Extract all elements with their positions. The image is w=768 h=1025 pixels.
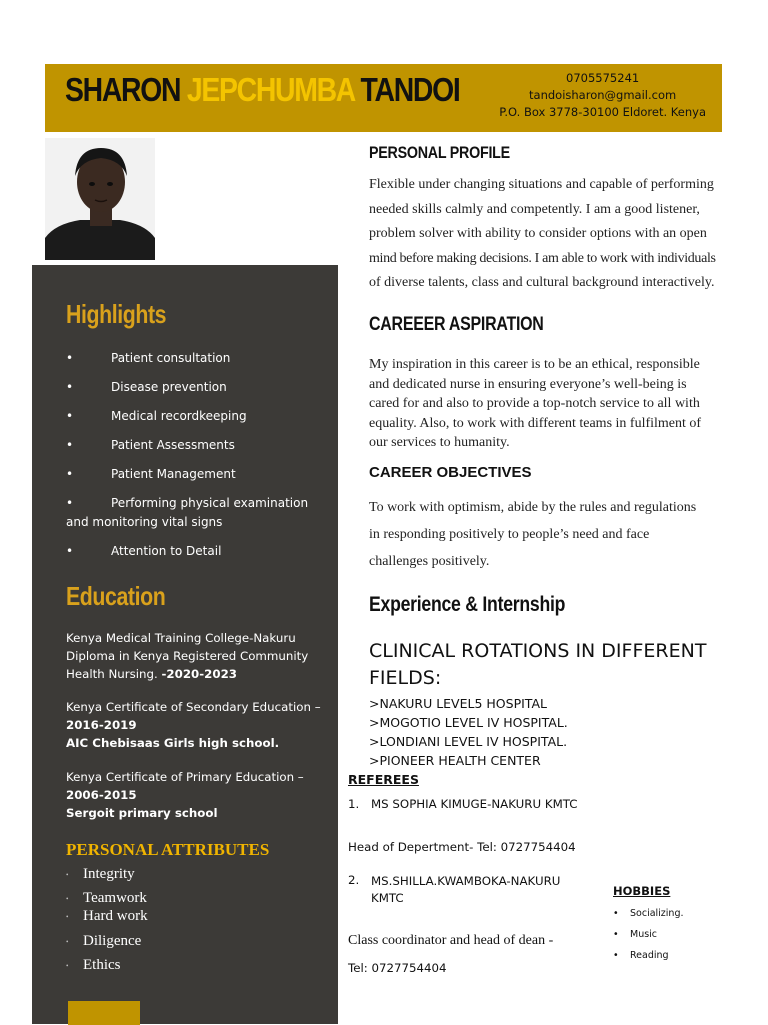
highlight-item xyxy=(66,542,326,561)
aspiration-line: cared for and also to provide a top-notch service to all with xyxy=(369,396,700,411)
education-line: Kenya Certificate of Secondary Education – xyxy=(66,700,321,714)
hobby-text: Music xyxy=(630,929,658,940)
rotation-item: >LONDIANI LEVEL IV HOSPITAL. xyxy=(369,734,568,749)
rotations-subheading xyxy=(369,638,706,692)
education-line: Kenya Certificate of Primary Education – xyxy=(66,770,304,784)
header-bar xyxy=(45,64,722,132)
bullet: • xyxy=(613,950,619,961)
rotation-item: >PIONEER HEALTH CENTER xyxy=(369,753,541,768)
hobby-item xyxy=(613,950,733,964)
decorative-block xyxy=(68,1001,140,1025)
bullet: • xyxy=(66,962,69,970)
objectives-heading: CAREER OBJECTIVES xyxy=(369,464,532,481)
subheading-line: CLINICAL ROTATIONS IN DIFFERENT xyxy=(369,640,707,662)
bullet: • xyxy=(66,496,74,510)
bullet: • xyxy=(66,467,74,481)
attribute-item xyxy=(66,890,266,910)
education-line: Kenya Medical Training College-Nakuru xyxy=(66,631,296,645)
rotation-list xyxy=(369,694,568,770)
rotation-item: >NAKURU LEVEL5 HOSPITAL xyxy=(369,696,547,711)
highlight-text: Performing physical examination xyxy=(111,496,309,510)
hobby-item xyxy=(613,929,733,943)
referee-2-tel: Tel: 0727754404 xyxy=(348,961,447,975)
attribute-item xyxy=(66,908,266,928)
education-years: -2020-2023 xyxy=(161,667,237,681)
highlight-text: Disease prevention xyxy=(111,380,227,394)
highlight-item xyxy=(66,378,326,397)
highlight-text: Attention to Detail xyxy=(111,544,222,558)
education-entry xyxy=(66,698,326,752)
profile-heading: PERSONAL PROFILE xyxy=(369,143,510,162)
attribute-item xyxy=(66,957,266,977)
profile-line: mind before making decisions. I am able to work with individuals xyxy=(369,250,716,266)
phone: 0705575241 xyxy=(566,71,640,85)
bullet: • xyxy=(66,438,74,452)
education-school: Sergoit primary school xyxy=(66,806,218,820)
profile-line: needed skills calmly and competently. I am a good listener, xyxy=(369,201,700,217)
bullet: • xyxy=(66,871,69,879)
first-name: SHARON xyxy=(65,71,181,108)
bullet: • xyxy=(613,908,619,919)
address: P.O. Box 3778-30100 Eldoret. Kenya xyxy=(499,105,706,119)
attribute-text: Integrity xyxy=(83,866,135,882)
middle-name: JEPCHUMBA xyxy=(186,71,354,108)
aspiration-line: My inspiration in this career is to be an ethical, responsible xyxy=(369,357,700,372)
education-entry xyxy=(66,629,326,683)
bullet: • xyxy=(66,895,69,903)
objectives-line: in responding positively to people’s need and face xyxy=(369,527,650,542)
experience-heading: Experience & Internship xyxy=(369,593,566,616)
rotation-item: >MOGOTIO LEVEL IV HOSPITAL. xyxy=(369,715,568,730)
attribute-text: Hard work xyxy=(83,908,148,924)
education-heading: Education xyxy=(66,581,166,611)
hobby-text: Socializing. xyxy=(630,908,684,919)
highlight-text: Patient Assessments xyxy=(111,438,235,452)
referee-2-number: 2. xyxy=(348,873,360,887)
objectives-text xyxy=(369,494,724,575)
hobby-text: Reading xyxy=(630,950,669,961)
highlight-item xyxy=(66,436,326,455)
referee-name-line: KMTC xyxy=(371,891,404,905)
referee-2-role: Class coordinator and head of dean - xyxy=(348,933,554,948)
highlight-item xyxy=(66,494,326,513)
bullet: • xyxy=(66,913,69,921)
bullet: • xyxy=(66,544,74,558)
aspiration-heading: CAREEER ASPIRATION xyxy=(369,314,544,335)
referee-1-name: MS SOPHIA KIMUGE-NAKURU KMTC xyxy=(371,797,578,811)
highlight-item xyxy=(66,465,326,484)
hobbies-heading: HOBBIES xyxy=(613,884,671,898)
highlights-heading: Highlights xyxy=(66,299,167,329)
profile-line: Flexible under changing situations and capable of performing xyxy=(369,177,714,192)
attribute-item xyxy=(66,866,266,886)
bullet: • xyxy=(66,380,74,394)
referees-heading: REFEREES xyxy=(348,772,419,787)
email: tandoisharon@gmail.com xyxy=(529,88,677,102)
objectives-line: To work with optimism, abide by the rules and regulations xyxy=(369,500,697,515)
highlight-item xyxy=(66,349,326,368)
profile-photo xyxy=(45,138,155,260)
referee-1-role: Head of Depertment- Tel: 0727754404 xyxy=(348,840,576,854)
aspiration-line: and dedicated nurse in ensuring everyone’s well-being is xyxy=(369,376,687,392)
referee-1-number: 1. xyxy=(348,797,360,811)
aspiration-line: equality. Also, to work with different teams in fulfilment of xyxy=(369,415,702,431)
attribute-text: Teamwork xyxy=(83,890,147,906)
attribute-text: Diligence xyxy=(83,933,142,949)
attribute-item xyxy=(66,933,266,953)
education-school: AIC Chebisaas Girls high school. xyxy=(66,736,280,750)
profile-text xyxy=(369,173,724,296)
aspiration-text xyxy=(369,355,724,453)
bullet: • xyxy=(66,938,69,946)
highlight-wrap-text: and monitoring vital signs xyxy=(66,515,223,529)
bullet: • xyxy=(66,351,74,365)
aspiration-line: our services to humanity. xyxy=(369,435,510,450)
highlight-text: Patient consultation xyxy=(111,351,231,365)
education-years: 2006-2015 xyxy=(66,788,137,802)
contact-info xyxy=(499,70,706,121)
bullet: • xyxy=(613,929,619,940)
bullet: • xyxy=(66,409,74,423)
highlight-text: Medical recordkeeping xyxy=(111,409,247,423)
highlight-text: Patient Management xyxy=(111,467,236,481)
profile-line: problem solver with ability to consider options with an open xyxy=(369,226,707,241)
full-name xyxy=(65,70,459,110)
profile-line: of diverse talents, class and cultural background interactively. xyxy=(369,275,715,290)
referee-name-line: MS.SHILLA.KWAMBOKA-NAKURU xyxy=(371,874,561,888)
highlight-item xyxy=(66,407,326,426)
attribute-text: Ethics xyxy=(83,957,121,973)
education-program: Health Nursing. xyxy=(66,667,162,681)
sidebar xyxy=(32,265,338,1024)
education-years: 2016-2019 xyxy=(66,718,137,732)
objectives-line: challenges positively. xyxy=(369,554,490,569)
education-line: Diploma in Kenya Registered Community xyxy=(66,649,309,663)
referee-2-name xyxy=(371,873,560,907)
last-name: TANDOI xyxy=(360,71,460,108)
education-entry xyxy=(66,768,326,822)
subheading-line: FIELDS: xyxy=(369,667,442,689)
hobby-item xyxy=(613,908,733,922)
education-line xyxy=(66,665,326,683)
attributes-heading: PERSONAL ATTRIBUTES xyxy=(66,840,270,859)
